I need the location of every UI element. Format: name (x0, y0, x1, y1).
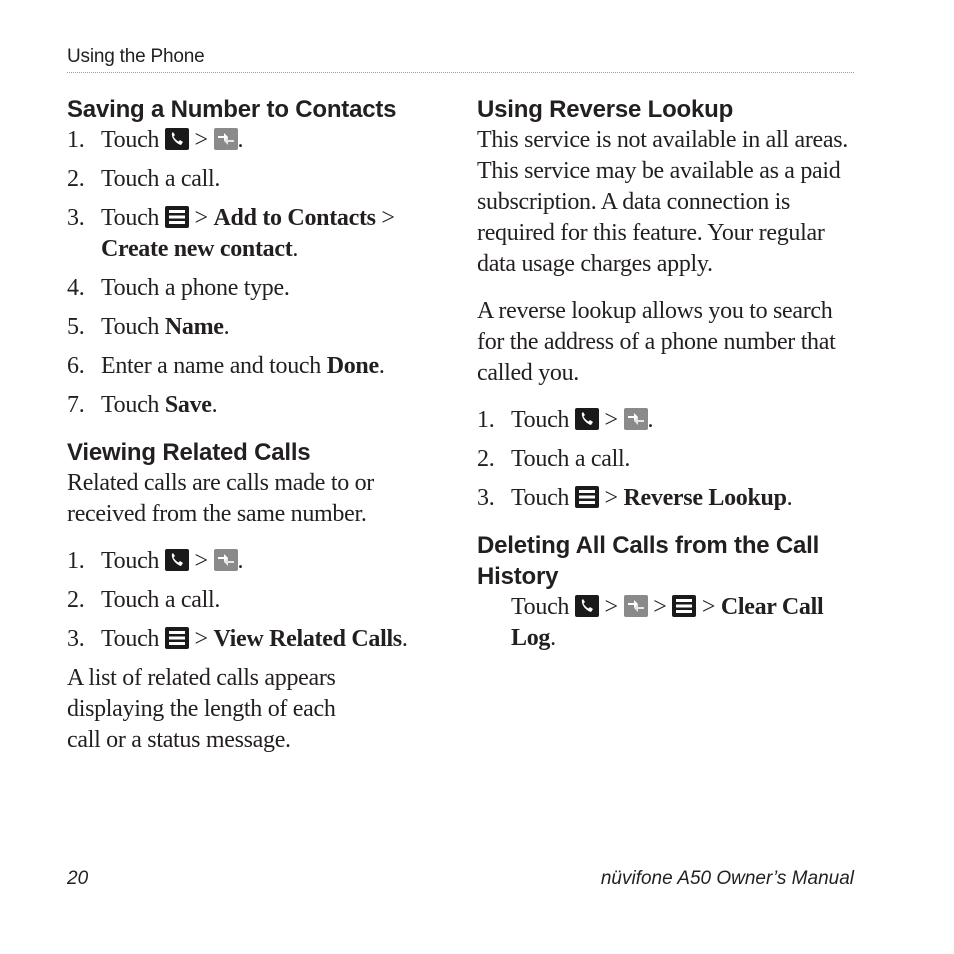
list-item: 3. Touch > View Related Calls. (67, 626, 408, 652)
heading-reverse-lookup: Using Reverse Lookup (477, 96, 734, 123)
related-steps (67, 546, 437, 655)
left-column (67, 94, 437, 756)
related-outro: A list of related calls appears displaying the length of each call or a status message. (67, 665, 336, 753)
list-item: 4. Touch a phone type. (67, 275, 290, 301)
list-item: 1. Touch > . (477, 407, 654, 433)
list-item: 1. Touch > . (67, 548, 244, 574)
list-item: 3. Touch > Reverse Lookup. (477, 485, 793, 511)
menu-icon[interactable] (165, 627, 189, 649)
phone-icon[interactable] (165, 549, 189, 571)
call-history-icon[interactable] (214, 128, 238, 150)
menu-option-add-to-contacts: Add to Contacts (213, 205, 376, 231)
call-history-icon[interactable] (214, 549, 238, 571)
menu-option-view-related-calls: View Related Calls (213, 626, 402, 652)
call-history-icon[interactable] (624, 408, 648, 430)
reverse-steps (477, 405, 857, 514)
list-item: 2. Touch a call. (477, 446, 631, 472)
phone-icon[interactable] (575, 595, 599, 617)
deleting-instruction: Touch > > > Clear Call Log. (511, 594, 824, 651)
reverse-para-1: This service is not available in all areas. This service may be available as a paid subscription. A data connection is required for this feature. Your regular data usage charges apply. (477, 127, 848, 277)
heading-saving-number: Saving a Number to Contacts (67, 96, 397, 123)
heading-viewing-related-calls: Viewing Related Calls (67, 439, 311, 466)
call-history-icon[interactable] (624, 595, 648, 617)
menu-option-clear-call-log: Clear Call Log (511, 594, 824, 651)
phone-icon[interactable] (165, 128, 189, 150)
right-column (477, 94, 857, 654)
list-item: 5. Touch Name. (67, 314, 230, 340)
header-divider (67, 72, 854, 73)
list-item: 1. Touch > . (67, 127, 244, 153)
heading-deleting-calls: Deleting All Calls from the Call History (477, 532, 820, 590)
list-item: 2. Touch a call. (67, 587, 221, 613)
list-item: 6. Enter a name and touch Done. (67, 353, 385, 379)
page-number: 20 (67, 868, 89, 889)
running-header: Using the Phone (67, 46, 205, 67)
phone-icon[interactable] (575, 408, 599, 430)
list-item: 2. Touch a call. (67, 166, 221, 192)
saving-steps (67, 125, 437, 421)
menu-icon[interactable] (672, 595, 696, 617)
list-item: 7. Touch Save. (67, 392, 218, 418)
related-intro: Related calls are calls made to or received from the same number. (67, 470, 374, 527)
menu-icon[interactable] (575, 486, 599, 508)
manual-title: nüvifone A50 Owner’s Manual (600, 868, 854, 889)
list-item: 3. Touch > Add to Contacts > Create new contact. (67, 205, 395, 262)
reverse-para-2: A reverse lookup allows you to search for the address of a phone number that called you. (477, 298, 836, 386)
menu-option-create-new-contact: Create new contact (101, 236, 293, 262)
menu-icon[interactable] (165, 206, 189, 228)
menu-option-reverse-lookup: Reverse Lookup (623, 485, 787, 511)
